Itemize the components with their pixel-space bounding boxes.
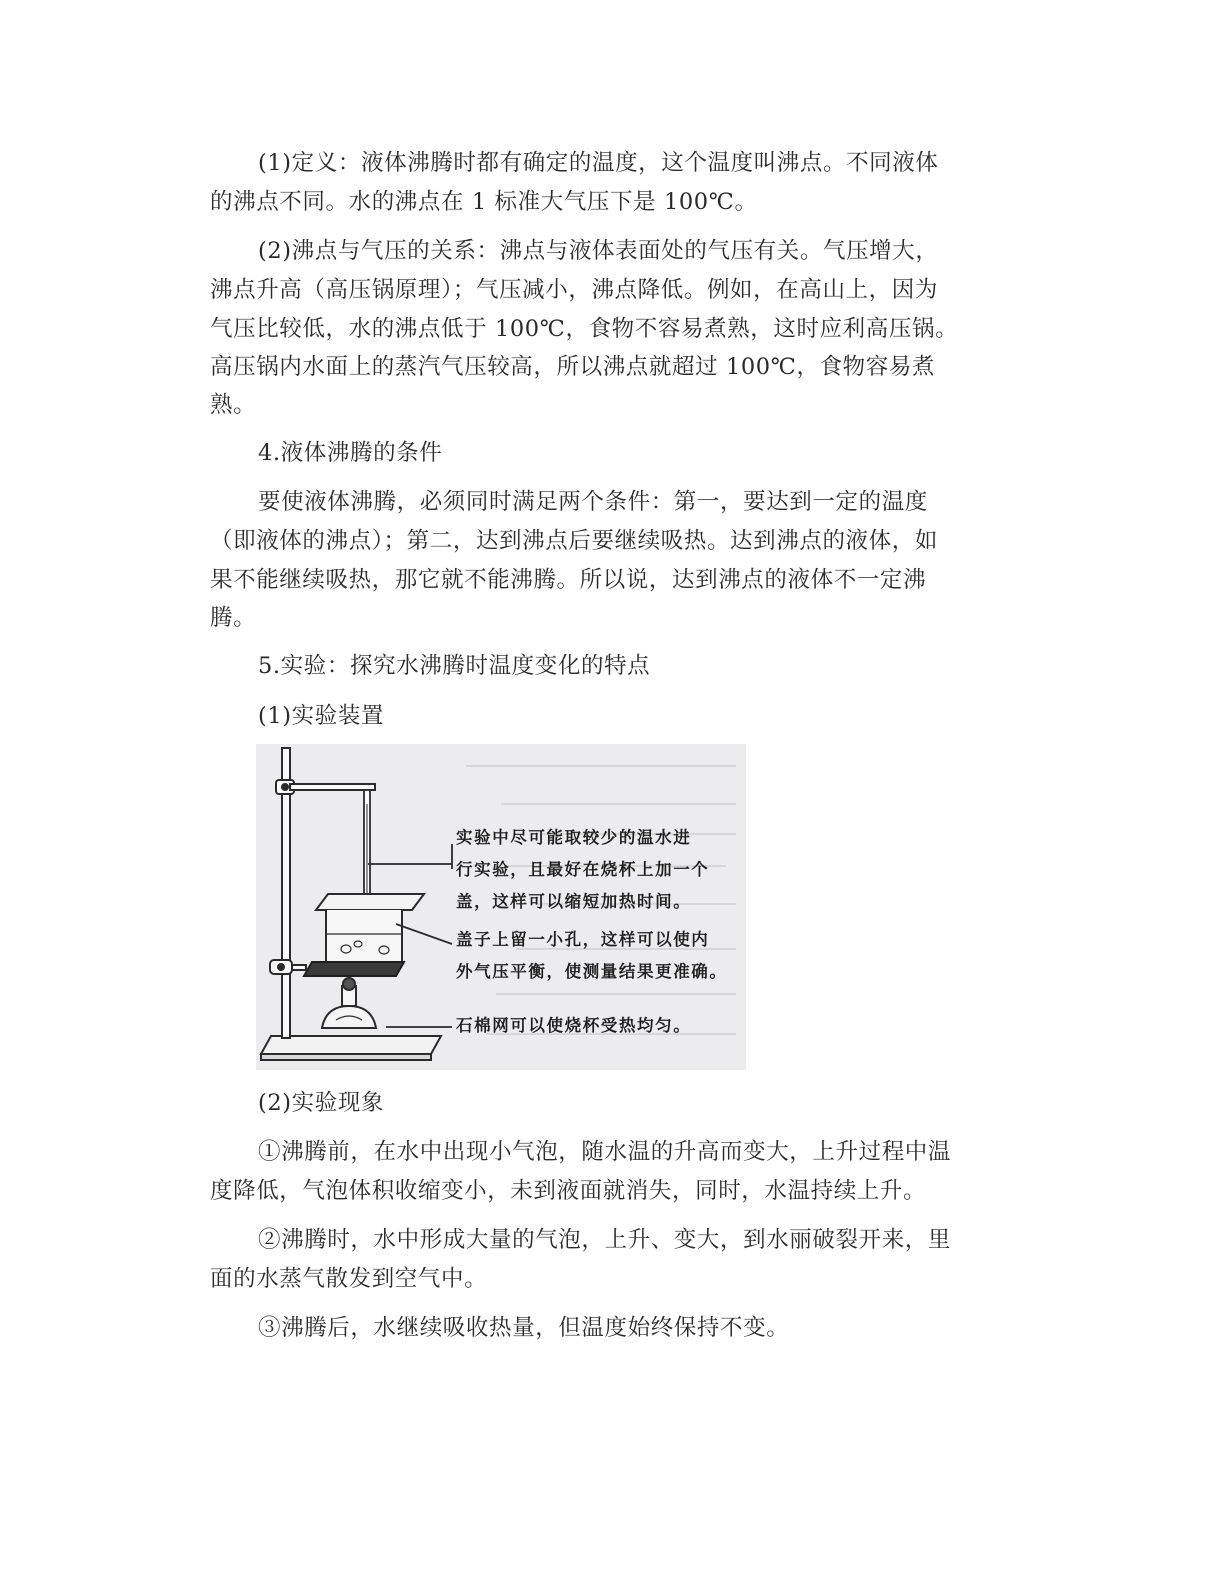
note-hole-line-2: 外气压平衡，使测量结果更准确。 xyxy=(456,962,728,981)
definition-paragraph-line-2: 的沸点不同。水的沸点在 1 标准大气压下是 100℃。 xyxy=(210,189,758,215)
ring-clamp xyxy=(270,960,306,974)
pressure-paragraph-line-1: (2)沸点与气压的关系：沸点与液体表面处的气压有关。气压增大， xyxy=(258,238,939,264)
stand-base xyxy=(261,1036,441,1060)
conditions-paragraph-line-4: 腾。 xyxy=(210,605,257,631)
conditions-paragraph-line-1: 要使液体沸腾，必须同时满足两个条件：第一，要达到一定的温度 xyxy=(258,489,928,515)
observation-1-line-2: 度降低，气泡体积收缩变小，未到液面就消失，同时，水温持续上升。 xyxy=(210,1178,927,1204)
section-4-heading: 4.液体沸腾的条件 xyxy=(258,440,443,466)
beaker-lid xyxy=(316,894,424,910)
pressure-paragraph-line-5: 熟。 xyxy=(210,392,257,418)
subsection-apparatus-heading: (1)实验装置 xyxy=(258,703,385,729)
beaker xyxy=(326,910,402,962)
note-gauze-line-1: 石棉网可以使烧杯受热均匀。 xyxy=(456,1016,692,1035)
top-clamp xyxy=(276,780,375,794)
observation-2-line-2: 面的水蒸气散发到空气中。 xyxy=(210,1266,488,1292)
note-hole-line-1: 盖子上留一小孔，这样可以使内 xyxy=(456,930,710,949)
apparatus-figure xyxy=(256,744,746,1070)
conditions-paragraph-line-3: 果不能继续吸热，那它就不能沸腾。所以说，达到沸点的液体不一定沸 xyxy=(210,567,927,593)
note-lid-line-1: 实验中尽可能取较少的温水进 xyxy=(456,828,692,847)
note-lid-line-2: 行实验，且最好在烧杯上加一个 xyxy=(456,860,710,879)
observation-2-line-1: ②沸腾时，水中形成大量的气泡，上升、变大，到水丽破裂开来，里 xyxy=(258,1227,952,1253)
definition-paragraph-line-1: (1)定义：液体沸腾时都有确定的温度，这个温度叫沸点。不同液体 xyxy=(258,150,939,176)
subsection-phenomena-heading: (2)实验现象 xyxy=(258,1090,385,1116)
conditions-paragraph-line-2: （即液体的沸点）；第二，达到沸点后要继续吸热。达到沸点的液体，如 xyxy=(210,528,938,554)
pressure-paragraph-line-2: 沸点升高（高压锅原理）；气压减小，沸点降低。例如，在高山上，因为 xyxy=(210,277,938,303)
pressure-paragraph-line-4: 高压锅内水面上的蒸汽气压较高，所以沸点就超过 100℃，食物容易煮 xyxy=(210,354,936,380)
alcohol-burner xyxy=(322,978,376,1028)
observation-3-line-1: ③沸腾后，水继续吸收热量，但温度始终保持不变。 xyxy=(258,1315,790,1341)
pressure-paragraph-line-3: 气压比较低，水的沸点低于 100℃，食物不容易煮熟，这时应利高压锅。 xyxy=(210,316,959,342)
section-5-heading: 5.实验：探究水沸腾时温度变化的特点 xyxy=(258,653,651,679)
asbestos-gauze xyxy=(304,962,404,976)
note-lid-line-3: 盖，这样可以缩短加热时间。 xyxy=(456,892,692,911)
observation-1-line-1: ①沸腾前，在水中出现小气泡，随水温的升高而变大，上升过程中温 xyxy=(258,1139,952,1165)
